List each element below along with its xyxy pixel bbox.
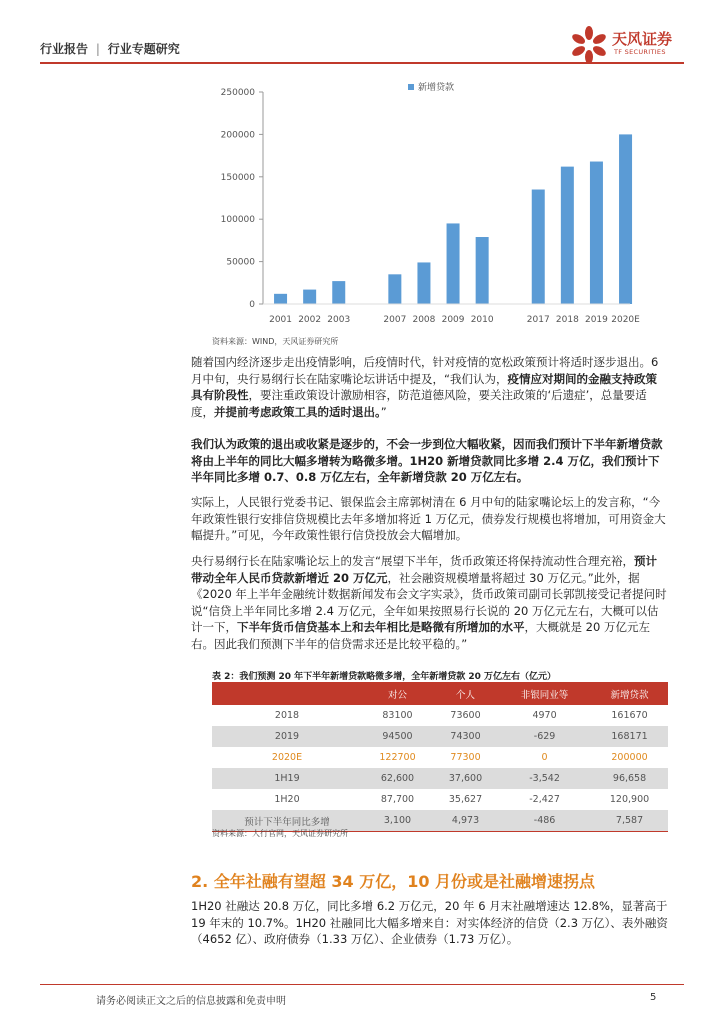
bar-2002 <box>303 290 316 304</box>
table-cell: 83100 <box>382 710 413 721</box>
bar-2018 <box>561 167 574 304</box>
x-tick-label: 2008 <box>412 315 436 325</box>
header-cell-label <box>212 682 362 705</box>
table-cell: 96,658 <box>591 768 668 789</box>
table-row <box>212 768 668 789</box>
chart-source: 资料来源：WIND，天风证券研究所 <box>212 337 339 346</box>
table-cell: 1H20 <box>274 794 300 805</box>
table-cell: 62,600 <box>362 768 433 789</box>
table-row-highlight <box>212 747 668 768</box>
table-cell: 2018 <box>274 710 300 721</box>
header-divider <box>40 62 684 64</box>
y-tick-label: 100000 <box>220 215 255 226</box>
new-loans-bar-chart <box>200 74 640 330</box>
body-text: ” <box>380 404 387 419</box>
x-tick-label: 2017 <box>526 315 550 325</box>
x-tick-label: 2007 <box>383 315 407 325</box>
bar-2010 <box>476 237 489 304</box>
table-cell: 7,587 <box>591 810 668 832</box>
table-cell: 37,600 <box>433 768 498 789</box>
legend-label: 新增贷款 <box>418 83 455 93</box>
table-cell: 4970 <box>532 710 557 721</box>
bar-2001 <box>274 294 287 304</box>
y-tick-label: 250000 <box>220 88 255 98</box>
table-cell: 161670 <box>611 710 648 721</box>
bar-2003 <box>332 281 345 304</box>
bar-2020E <box>619 134 632 304</box>
paragraph-policy-exit <box>191 354 668 420</box>
loan-forecast-table <box>212 682 668 832</box>
paragraph-guo-shuqing: 实际上，人民银行党委书记、银保监会主席郭树清在 6 月中旬的陆家嘴论坛上的发言称，“今年政策性银行安排信贷规模比去年多增加将近 1 万亿元，债券发行规模也将增加，可用资金大幅提升。”可见，今年政策性银行信贷投放会大幅增加。 <box>191 495 666 543</box>
table-cell: 0 <box>541 752 548 763</box>
table-source: 资料来源：人行官网，天风证券研究所 <box>212 829 348 838</box>
table-row <box>212 726 668 747</box>
emphasis-text: 预计带动全年人民币贷款新增近 20 万亿元 <box>191 554 657 585</box>
y-tick-label: 50000 <box>226 257 255 268</box>
header-cell-corporate: 对公 <box>362 682 433 705</box>
header-cell-nonbank: 非银同业等 <box>498 682 591 705</box>
emphasis-text: 并提前考虑政策工具的适时退出。 <box>214 404 381 419</box>
footer-divider <box>40 984 684 985</box>
legend-swatch <box>408 84 414 90</box>
brand-name: 天风证券 <box>612 30 673 48</box>
bar-2017 <box>532 190 545 304</box>
table-cell: 3,100 <box>362 810 433 832</box>
table-cell: 77300 <box>450 752 481 763</box>
body-text: 央行易纲行长在陆家嘴论坛上的发言“展望下半年，货币政策还将保持流动性合理充裕， <box>191 554 634 568</box>
paragraph-yi-gang <box>191 553 668 653</box>
footer-disclaimer: 请务必阅读正文之后的信息披露和免责申明 <box>96 996 286 1007</box>
bar-2009 <box>447 223 460 304</box>
y-tick-label: 200000 <box>220 130 255 141</box>
brand-subtitle: TF SECURITIES <box>614 48 666 56</box>
table-title: 表 2：我们预测 20 年下半年新增贷款略微多增，全年新增贷款 20 万亿左右（亿元） <box>212 672 556 682</box>
table-cell: -2,427 <box>529 794 560 805</box>
x-tick-label: 2003 <box>327 315 351 325</box>
table-cell: -3,542 <box>498 768 591 789</box>
x-tick-label: 2010 <box>470 315 494 325</box>
table-cell: 35,627 <box>448 794 483 805</box>
table-cell: 4,973 <box>433 810 498 832</box>
body-text: ，大概就是 20 万亿元左右。因此我们预测下半年的信贷需求还是比较平稳的。” <box>191 620 650 651</box>
flower-logo-icon <box>568 26 610 64</box>
emphasis-text: 疫情应对期间的金融支持政策具有阶段性 <box>191 371 657 403</box>
report-type: 行业报告 <box>40 42 89 56</box>
table-cell: 2020E <box>271 752 303 763</box>
x-tick-label: 2001 <box>269 315 293 325</box>
bar-2008 <box>417 262 430 304</box>
body-text: ，要注重政策设计激励相容，防范道德风险，要关注政策的‘后遗症’，总量要适度， <box>191 388 647 419</box>
page-number: 5 <box>650 992 657 1003</box>
table-cell: 2019 <box>212 726 362 747</box>
y-tick-label: 0 <box>249 300 255 310</box>
table-row <box>212 705 668 726</box>
table-cell: -486 <box>498 810 591 832</box>
table-cell: 74300 <box>433 726 498 747</box>
paragraph-social-financing: 1H20 社融达 20.8 万亿，同比多增 6.2 万亿元，20 年 6 月末社融增速达 12.8%，显著高于 19 年末的 10.7%。1H20 社融同比大幅多增来自：对实体经济的信贷（2.3 万亿）、表外融资（4652 亿）、政府债券（1.33 万亿）、企业债券（1.73 万亿）。 <box>191 899 668 947</box>
bar-2019 <box>590 162 603 304</box>
body-text: 随着国内经济逐步走出疫情影响，后疫情时代，针对疫情的宽松政策预计将适时逐步退出。6月中旬，央行易纲行长在陆家嘴论坛讲话中提及，“我们认为， <box>191 355 659 386</box>
header-cell-personal: 个人 <box>433 682 498 705</box>
table-cell: 122700 <box>379 752 416 763</box>
table-header-row <box>212 682 668 705</box>
table-cell: 94500 <box>362 726 433 747</box>
emphasis-text: 下半年货币信贷基本上和去年相比是略微有所增加的水平 <box>237 620 525 635</box>
x-tick-label: 2020E <box>611 315 640 325</box>
x-tick-label: 2019 <box>584 315 608 325</box>
brand-logo <box>568 26 698 64</box>
table-row <box>212 789 668 810</box>
section-heading: 2. 全年社融有望超 34 万亿，10 月份或是社融增速拐点 <box>191 872 596 891</box>
body-text: ，社会融资规模增量将超过 30 万亿元。”此外，据《2020 年上半年金融统计数据新闻发布会文字实录》，货币政策司副司长郭凯接受记者提问时说“信贷上半年同比多增 2.4 万亿元，全年如果按照易行长说的 20 万亿元左右，大概可以估计一下， <box>191 570 667 635</box>
table-cell: 168171 <box>591 726 668 747</box>
report-header <box>40 40 180 57</box>
x-tick-label: 2009 <box>441 315 465 325</box>
paragraph-forecast: 我们认为政策的退出或收紧是逐步的，不会一步到位大幅收紧，因而我们预计下半年新增贷款将由上半年的同比大幅多增转为略微多增。1H20 新增贷款同比多增 2.4 万亿，我们预计下半年同比多增 0.7、0.8 万亿左右，全年新增贷款 20 万亿左右。 <box>191 437 663 485</box>
x-tick-label: 2018 <box>555 315 579 325</box>
x-tick-label: 2002 <box>298 315 322 325</box>
table-cell: 预计下半年同比多增 <box>212 810 362 832</box>
header-separator: | <box>95 42 100 56</box>
table-cell: 120,900 <box>609 794 650 805</box>
report-subtype: 行业专题研究 <box>107 42 180 56</box>
header-cell-new-loans: 新增贷款 <box>591 682 668 705</box>
table-cell: -629 <box>498 726 591 747</box>
table-cell: 200000 <box>611 752 648 763</box>
table-cell: 87,700 <box>380 794 415 805</box>
bar-2007 <box>388 274 401 304</box>
y-tick-label: 150000 <box>220 172 255 183</box>
table-cell: 1H19 <box>212 768 362 789</box>
table-cell: 73600 <box>450 710 481 721</box>
